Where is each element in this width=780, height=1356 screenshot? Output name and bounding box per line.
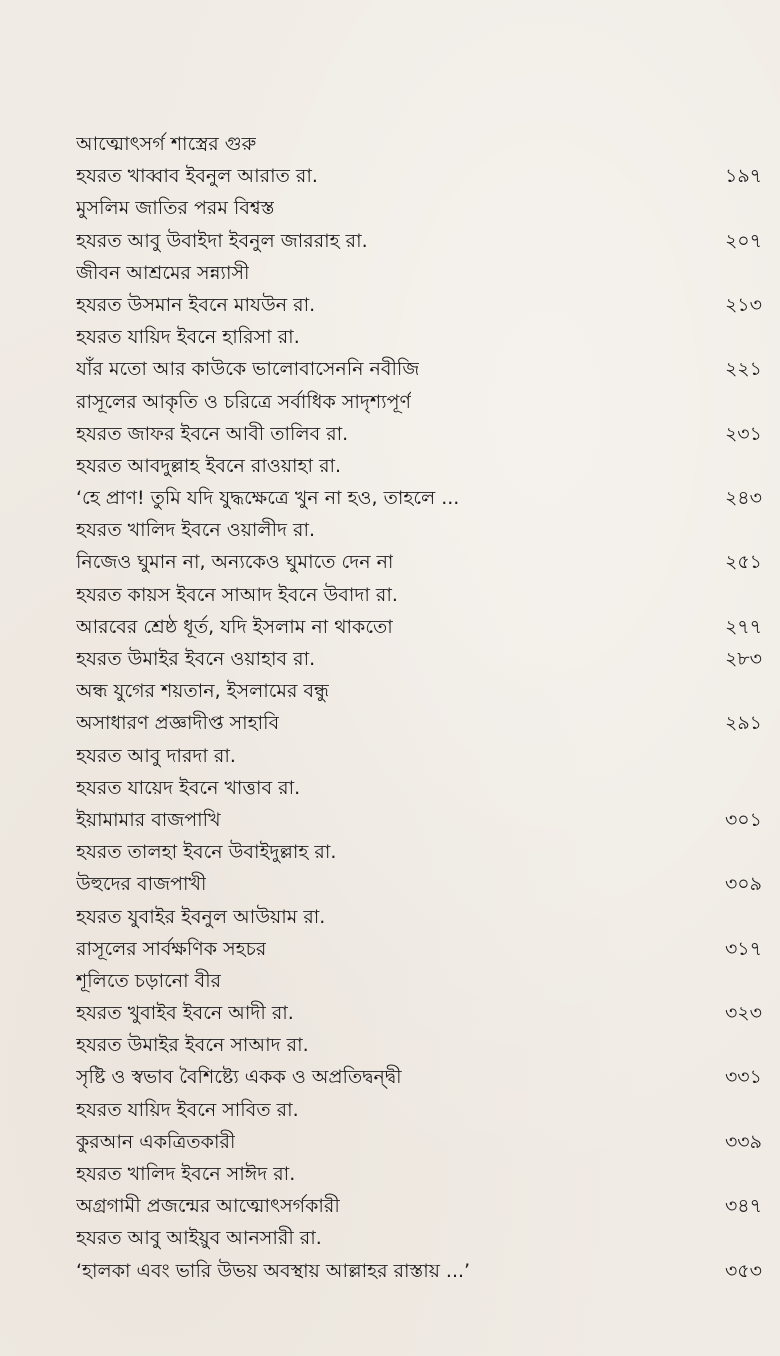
toc-entry-page-number: ২৩১ (724, 422, 762, 445)
toc-entry-page-number: ২৮৩ (724, 648, 762, 670)
toc-entry-page-number: ২০৭ (724, 229, 762, 252)
toc-entry (76, 868, 766, 900)
toc-entry-title: হযরত আবু আইয়ুব আনসারী রা. (76, 1227, 322, 1250)
toc-entry-title: হযরত উমাইর ইবনে ওয়াহাব রা. (76, 648, 316, 670)
toc-entry (76, 289, 766, 321)
toc-entry (76, 643, 766, 675)
toc-entry (76, 418, 766, 450)
toc-entry-title: অসাধারণ প্রজ্ঞাদীপ্ত সাহাবি (76, 712, 280, 735)
toc-entry (76, 1222, 766, 1254)
toc-entry (76, 675, 766, 707)
toc-entry (76, 128, 766, 160)
toc-entry-page-number: ১৯৭ (724, 165, 762, 188)
toc-entry-title: জীবন আশ্রমের সন্ন্যাসী (76, 261, 250, 284)
toc-entry (76, 160, 766, 192)
toc-entry (76, 579, 766, 611)
toc-entry (76, 1029, 766, 1061)
toc-entry (76, 1255, 766, 1287)
table-of-contents (76, 128, 766, 1287)
toc-entry (76, 321, 766, 353)
toc-entry (76, 933, 766, 965)
toc-entry (76, 997, 766, 1029)
toc-entry-title: হযরত যুবাইর ইবনুল আউয়াম রা. (76, 905, 326, 928)
toc-entry-title: ‘হালকা এবং ভারি উভয় অবস্থায় আল্লাহর রাস্তায় ...’ (76, 1259, 471, 1282)
toc-entry-title: হযরত জাফর ইবনে আবী তালিব রা. (76, 422, 349, 445)
toc-entry (76, 353, 766, 385)
toc-entry-title: হযরত আবু উবাইদা ইবনুল জাররাহ রা. (76, 229, 368, 252)
toc-entry (76, 1094, 766, 1126)
toc-entry-title: নিজেও ঘুমান না, অন্যকেও ঘুমাতে দেন না (76, 551, 394, 574)
toc-entry-title: হযরত খাব্বাব ইবনুল আরাত রা. (76, 165, 318, 188)
toc-entry-page-number: ৩২৩ (724, 1002, 762, 1025)
toc-entry-title: আরবের শ্রেষ্ঠ ধূর্ত, যদি ইসলাম না থাকতো (76, 615, 393, 638)
toc-entry-page-number: ২১৩ (724, 293, 762, 316)
toc-entry-title: আত্মোৎসর্গ শাস্ত্রের গুরু (76, 133, 257, 155)
toc-entry (76, 836, 766, 868)
toc-entry (76, 482, 766, 514)
toc-entry-title: অন্ধ যুগের শয়তান, ইসলামের বন্ধু (76, 680, 330, 703)
toc-entry (76, 1190, 766, 1222)
toc-entry (76, 546, 766, 578)
toc-entry-title: হযরত উমাইর ইবনে সাআদ রা. (76, 1034, 309, 1057)
toc-entry-title: হযরত যায়িদ ইবনে সাবিত রা. (76, 1098, 299, 1121)
toc-entry-title: ইয়ামামার বাজপাখি (76, 808, 221, 831)
toc-entry (76, 386, 766, 418)
toc-entry-title: হযরত তালহা ইবনে উবাইদুল্লাহ রা. (76, 841, 337, 864)
toc-entry (76, 1158, 766, 1190)
toc-entry (76, 1061, 766, 1093)
toc-entry-title: হযরত খালিদ ইবনে ওয়ালীদ রা. (76, 519, 316, 542)
toc-entry-title: রাসূলের সার্বক্ষণিক সহচর (76, 937, 267, 960)
toc-entry (76, 804, 766, 836)
toc-entry-title: রাসূলের আকৃতি ও চরিত্রে সর্বাধিক সাদৃশ্যপূর্ণ (76, 390, 412, 413)
toc-entry (76, 901, 766, 933)
toc-entry (76, 965, 766, 997)
toc-entry (76, 225, 766, 257)
toc-entry-page-number: ২৯১ (724, 712, 762, 735)
toc-entry-page-number: ২২১ (724, 358, 762, 381)
toc-entry-title: হযরত যায়িদ ইবনে হারিসা রা. (76, 326, 300, 349)
toc-entry-page-number: ২৫১ (724, 551, 762, 574)
toc-entry (76, 192, 766, 224)
toc-entry-page-number: ৩০১ (724, 808, 762, 831)
toc-entry-title: হযরত যায়েদ ইবনে খাত্তাব রা. (76, 776, 301, 799)
toc-entry-page-number: ৩১৭ (724, 937, 762, 960)
toc-entry (76, 740, 766, 772)
toc-entry-title: শূলিতে চড়ানো বীর (76, 969, 222, 992)
toc-entry (76, 450, 766, 482)
toc-entry (76, 1126, 766, 1158)
toc-entry-page-number: ২৭৭ (724, 615, 762, 638)
toc-entry-title: ‘হে প্রাণ! তুমি যদি যুদ্ধক্ষেত্রে খুন না হও, তাহলে ... (76, 487, 460, 510)
toc-entry-title: হযরত কায়স ইবনে সাআদ ইবনে উবাদা রা. (76, 583, 398, 606)
toc-entry-title: যাঁর মতো আর কাউকে ভালোবাসেননি নবীজি (76, 358, 420, 381)
toc-entry-title: হযরত খুবাইব ইবনে আদী রা. (76, 1002, 294, 1025)
toc-entry-title: সৃষ্টি ও স্বভাব বৈশিষ্ট্যে একক ও অপ্রতিদ্বন্দ্বী (76, 1066, 402, 1089)
toc-entry (76, 611, 766, 643)
toc-entry-title: হযরত উসমান ইবনে মাযউন রা. (76, 293, 316, 316)
toc-entry-title: হযরত আবদুল্লাহ ইবনে রাওয়াহা রা. (76, 454, 342, 477)
toc-entry-title: মুসলিম জাতির পরম বিশ্বস্ত (76, 197, 275, 220)
toc-entry-page-number: ২৪৩ (724, 487, 762, 510)
toc-entry-page-number: ৩৩৯ (724, 1130, 762, 1153)
toc-entry-title: হযরত আবু দারদা রা. (76, 744, 236, 767)
toc-entry-title: অগ্রগামী প্রজন্মের আত্মোৎসর্গকারী (76, 1195, 340, 1218)
toc-entry (76, 257, 766, 289)
toc-entry-page-number: ৩৩১ (724, 1066, 762, 1089)
toc-entry (76, 514, 766, 546)
toc-entry-page-number: ৩৫৩ (724, 1259, 762, 1282)
toc-entry-title: কুরআন একত্রিতকারী (76, 1130, 236, 1153)
toc-entry-page-number: ৩০৯ (724, 873, 762, 896)
toc-entry-title: হযরত খালিদ ইবনে সাঈদ রা. (76, 1163, 296, 1185)
toc-entry (76, 772, 766, 804)
toc-entry-page-number: ৩৪৭ (724, 1195, 762, 1218)
toc-entry-title: উহুদের বাজপাখী (76, 873, 207, 896)
toc-entry (76, 707, 766, 739)
